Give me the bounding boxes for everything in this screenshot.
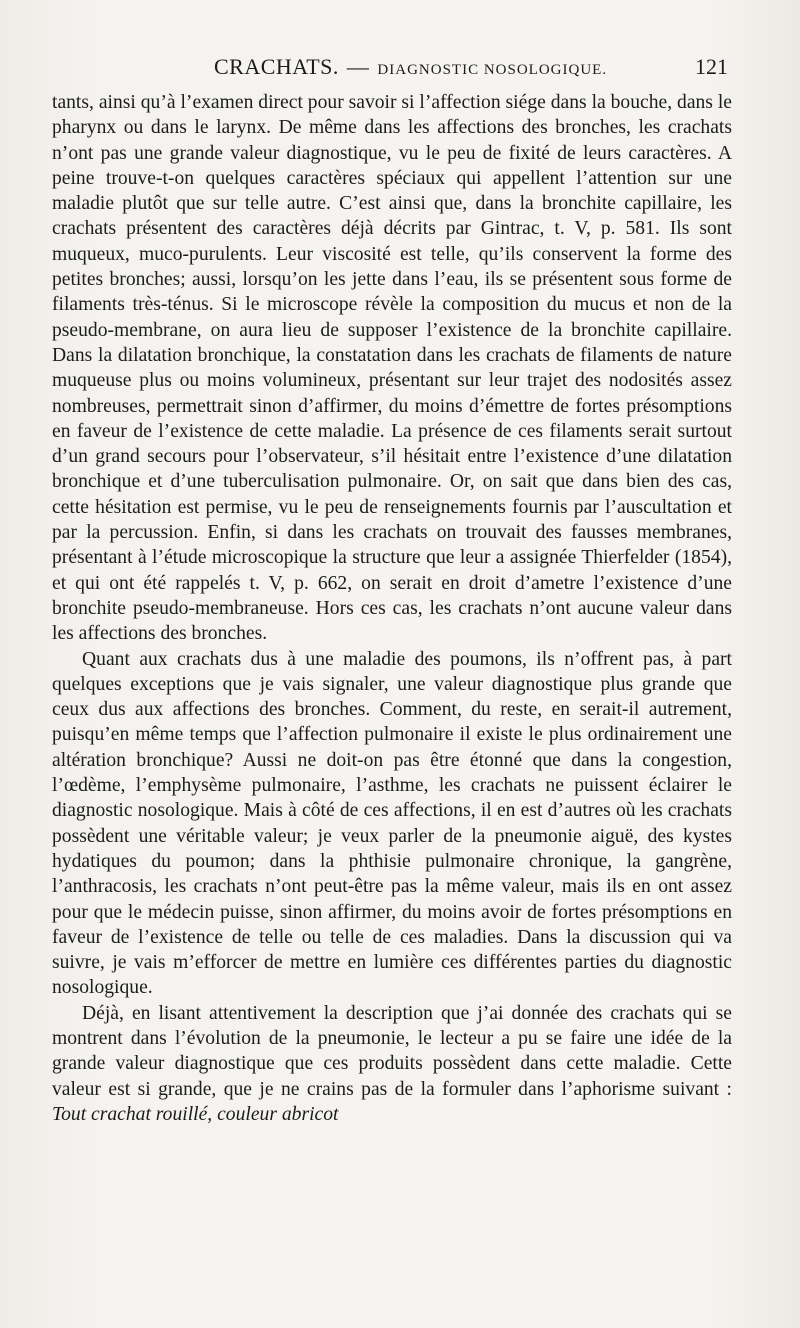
paragraph-3 xyxy=(52,1001,732,1127)
paragraph-3-text: Déjà, en lisant attentivement la description que j’ai donnée des crachats qui se montrent dans l’évolution de la pneumonie, le lecteur a pu se faire une idée de la grande valeur diagnostique que ces produits possèdent dans cette maladie. Cette valeur est si grande, que je ne crains pas de la formuler dans l’aphorisme suivant : xyxy=(52,1002,732,1100)
paragraph-2 xyxy=(52,647,732,1001)
paragraph-3-italic-tail: Tout crachat rouillé, couleur abricot xyxy=(52,1103,339,1125)
paragraph-1 xyxy=(52,90,732,647)
body-text xyxy=(52,90,732,1127)
paragraph-1-text: tants, ainsi qu’à l’examen direct pour savoir si l’affection siége dans la bouche, dans le pharynx ou dans le larynx. De même dans les affections des bronches, les crachats n’ont pas une grande valeur diagnostique, vu le peu de fixité de leurs caractères. A peine trouve-t-on quelques caractères spéciaux qui appellent l’attention sur une maladie plutôt que sur telle autre. C’est ainsi que, dans la bronchite capillaire, les crachats présentent des caractères déjà décrits par Gintrac, t. V, p. 581. Ils sont muqueux, muco-purulents. Leur viscosité est telle, qu’ils conservent la forme des petites bronches; aussi, lorsqu’on les jette dans l’eau, ils se présentent sous forme de filaments très-ténus. Si le microscope révèle la composition du mucus et non de la pseudo-membrane, on aura lieu de supposer l’existence de la bronchite capillaire. Dans la dilatation bronchique, la constatation dans les crachats de filaments de nature muqueuse plus ou moins volumineux, présentant sur leur trajet des nodosités assez nombreuses, permettrait sinon d’affirmer, du moins d’émettre de fortes présomptions en faveur de l’existence de cette maladie. La présence de ces filaments serait surtout d’un grand secours pour l’observateur, s’il hésitait entre l’existence d’une dilatation bronchique et d’une tuberculisation pulmonaire. Or, on sait que dans bien des cas, cette hésitation est permise, vu le peu de renseignements fournis par l’auscultation et par la percussion. Enfin, si dans les crachats on trouvait des fausses membranes, présentant à l’étude microscopique la structure que leur a assignée Thierfelder (1854), et qui ont été rappelés t. V, p. 662, on serait en droit d’ametre l’existence d’une bronchite pseudo-membraneuse. Hors ces cas, les crachats n’ont aucune valeur dans les affections des bronches. xyxy=(52,92,732,645)
section-subtitle: DIAGNOSTIC NOSOLOGIQUE. xyxy=(377,62,608,78)
page-header xyxy=(52,52,732,86)
page-number: 121 xyxy=(695,54,728,79)
chapter-title: CRACHATS. xyxy=(214,54,339,79)
paragraph-2-text: Quant aux crachats dus à une maladie des poumons, ils n’offrent pas, à part quelques exceptions que je vais signaler, une valeur diagnostique plus grande que ceux dus aux affections des bronches. Comment, du reste, en serait-il autrement, puisqu’en même temps que l’affection pulmonaire il existe le plus ordinairement une altération bronchique? Aussi ne doit-on pas être étonné que dans la congestion, l’œdème, l’emphysème pulmonaire, l’asthme, les crachats ne puissent éclairer le diagnostic nosologique. Mais à côté de ces affections, il en est d’autres où les crachats possèdent une véritable valeur; je veux parler de la pneumonie aiguë, des kystes hydatiques du poumon; dans la phthisie pulmonaire chronique, la gangrène, l’anthracosis, les crachats n’ont peut-être pas la même valeur, mais ils en ont assez pour que le médecin puisse, sinon affirmer, du moins avoir de fortes présomptions en faveur de l’existence de telle ou telle de ces maladies. Dans la discussion qui va suivre, je vais m’efforcer de mettre en lumière ces différentes parties du diagnostic nosologique. xyxy=(52,648,732,999)
title-dash: — xyxy=(346,54,370,79)
running-title xyxy=(214,54,607,80)
